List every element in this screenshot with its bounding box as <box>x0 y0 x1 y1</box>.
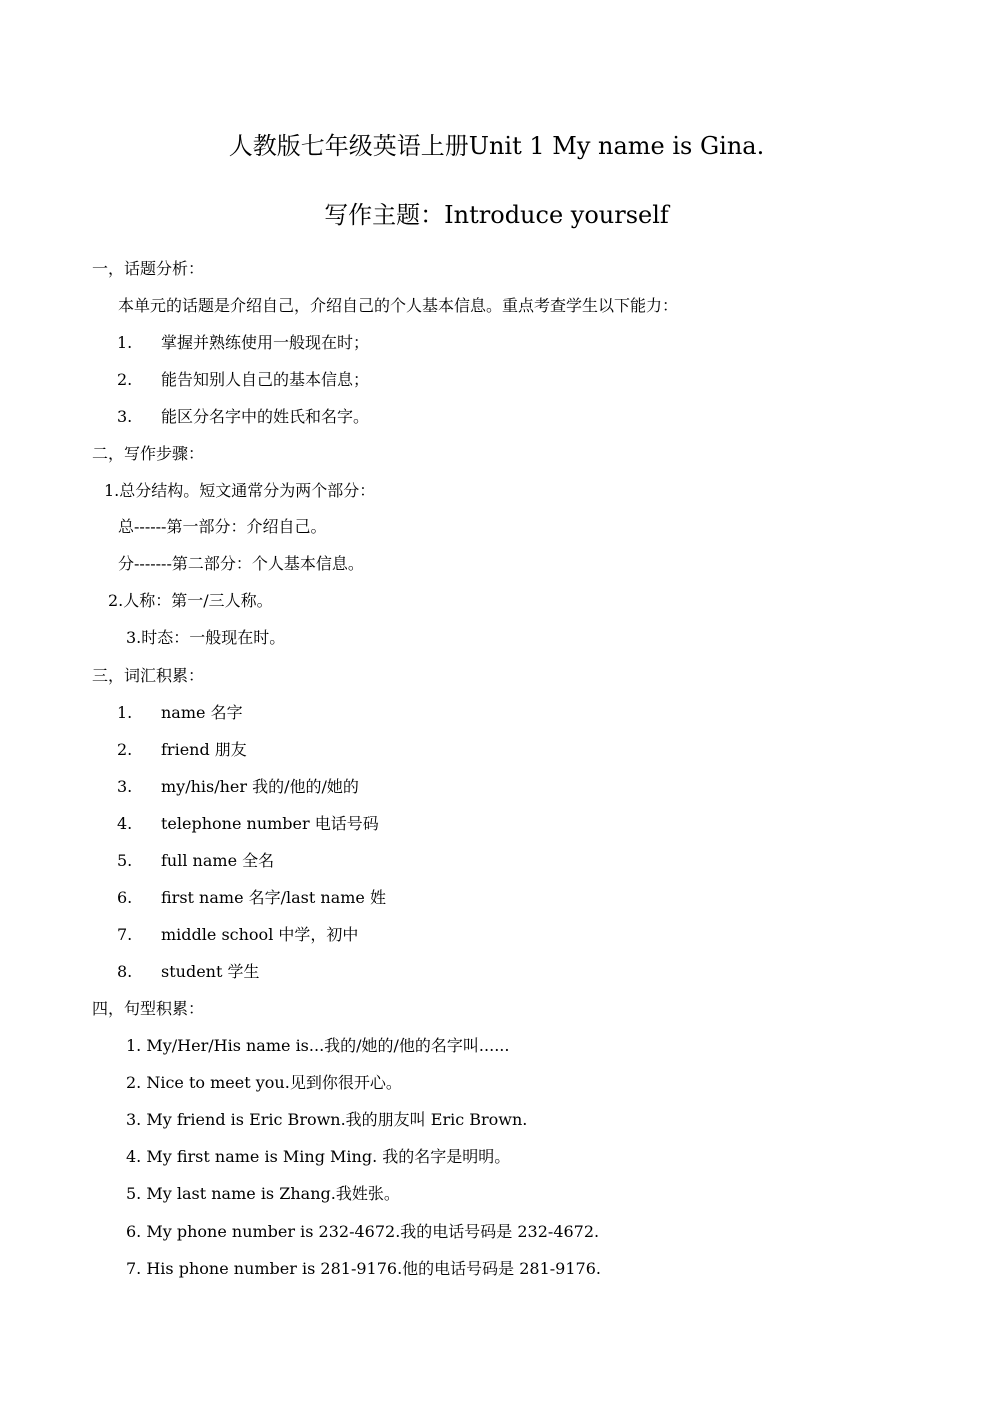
step-line: 1.总分结构。短文通常分为两个部分： <box>104 481 376 500</box>
sentence-line: 1. My/Her/His name is...我的/她的/他的名字叫...... <box>126 1036 510 1055</box>
list-item-number: 1. <box>117 703 133 722</box>
section3-heading: 三，词汇积累： <box>92 666 205 685</box>
list-item-number: 2. <box>117 370 133 389</box>
step-line: 2.人称：第一/三人称。 <box>108 591 273 610</box>
list-item-text: my/his/her 我的/他的/她的 <box>161 777 359 796</box>
list-item-text: telephone number 电话号码 <box>161 814 379 833</box>
section2-heading: 二，写作步骤： <box>92 444 205 463</box>
section1-heading: 一，话题分析： <box>92 259 205 278</box>
list-item-number: 2. <box>117 740 133 759</box>
step-line: 总------第一部分：介绍自己。 <box>118 517 327 536</box>
list-item-text: friend 朋友 <box>161 740 247 759</box>
section4-heading: 四，句型积累： <box>92 999 205 1018</box>
list-item-text: name 名字 <box>161 703 243 722</box>
step-line: 分-------第二部分：个人基本信息。 <box>118 554 364 573</box>
list-item-text: 掌握并熟练使用一般现在时； <box>161 333 370 352</box>
list-item-number: 5. <box>117 851 133 870</box>
list-item-text: 能区分名字中的姓氏和名字。 <box>161 407 370 426</box>
sentence-line: 7. His phone number is 281-9176.他的电话号码是 281-9176. <box>126 1259 601 1278</box>
list-item-text: student 学生 <box>161 962 260 981</box>
list-item-number: 1. <box>117 333 133 352</box>
list-item-text: first name 名字/last name 姓 <box>161 888 386 907</box>
list-item-number: 7. <box>117 925 133 944</box>
list-item-text: full name 全名 <box>161 851 275 870</box>
list-item-number: 3. <box>117 407 133 426</box>
list-item-number: 6. <box>117 888 133 907</box>
list-item-text: middle school 中学，初中 <box>161 925 359 944</box>
list-item-number: 8. <box>117 962 133 981</box>
sentence-line: 2. Nice to meet you.见到你很开心。 <box>126 1073 402 1092</box>
section1-intro: 本单元的话题是介绍自己，介绍自己的个人基本信息。重点考查学生以下能力： <box>118 296 679 315</box>
sentence-line: 6. My phone number is 232-4672.我的电话号码是 232-4672. <box>126 1222 600 1241</box>
list-item-number: 3. <box>117 777 133 796</box>
document-subtitle: 写作主题：Introduce yourself <box>324 201 669 229</box>
sentence-line: 5. My last name is Zhang.我姓张。 <box>126 1184 400 1203</box>
document-title: 人教版七年级英语上册Unit 1 My name is Gina. <box>228 132 765 160</box>
sentence-line: 4. My first name is Ming Ming. 我的名字是明明。 <box>126 1147 511 1166</box>
list-item-number: 4. <box>117 814 133 833</box>
sentence-line: 3. My friend is Eric Brown.我的朋友叫 Eric Brown. <box>126 1110 528 1129</box>
list-item-text: 能告知别人自己的基本信息； <box>161 370 370 389</box>
step-line: 3.时态：一般现在时。 <box>126 628 286 647</box>
